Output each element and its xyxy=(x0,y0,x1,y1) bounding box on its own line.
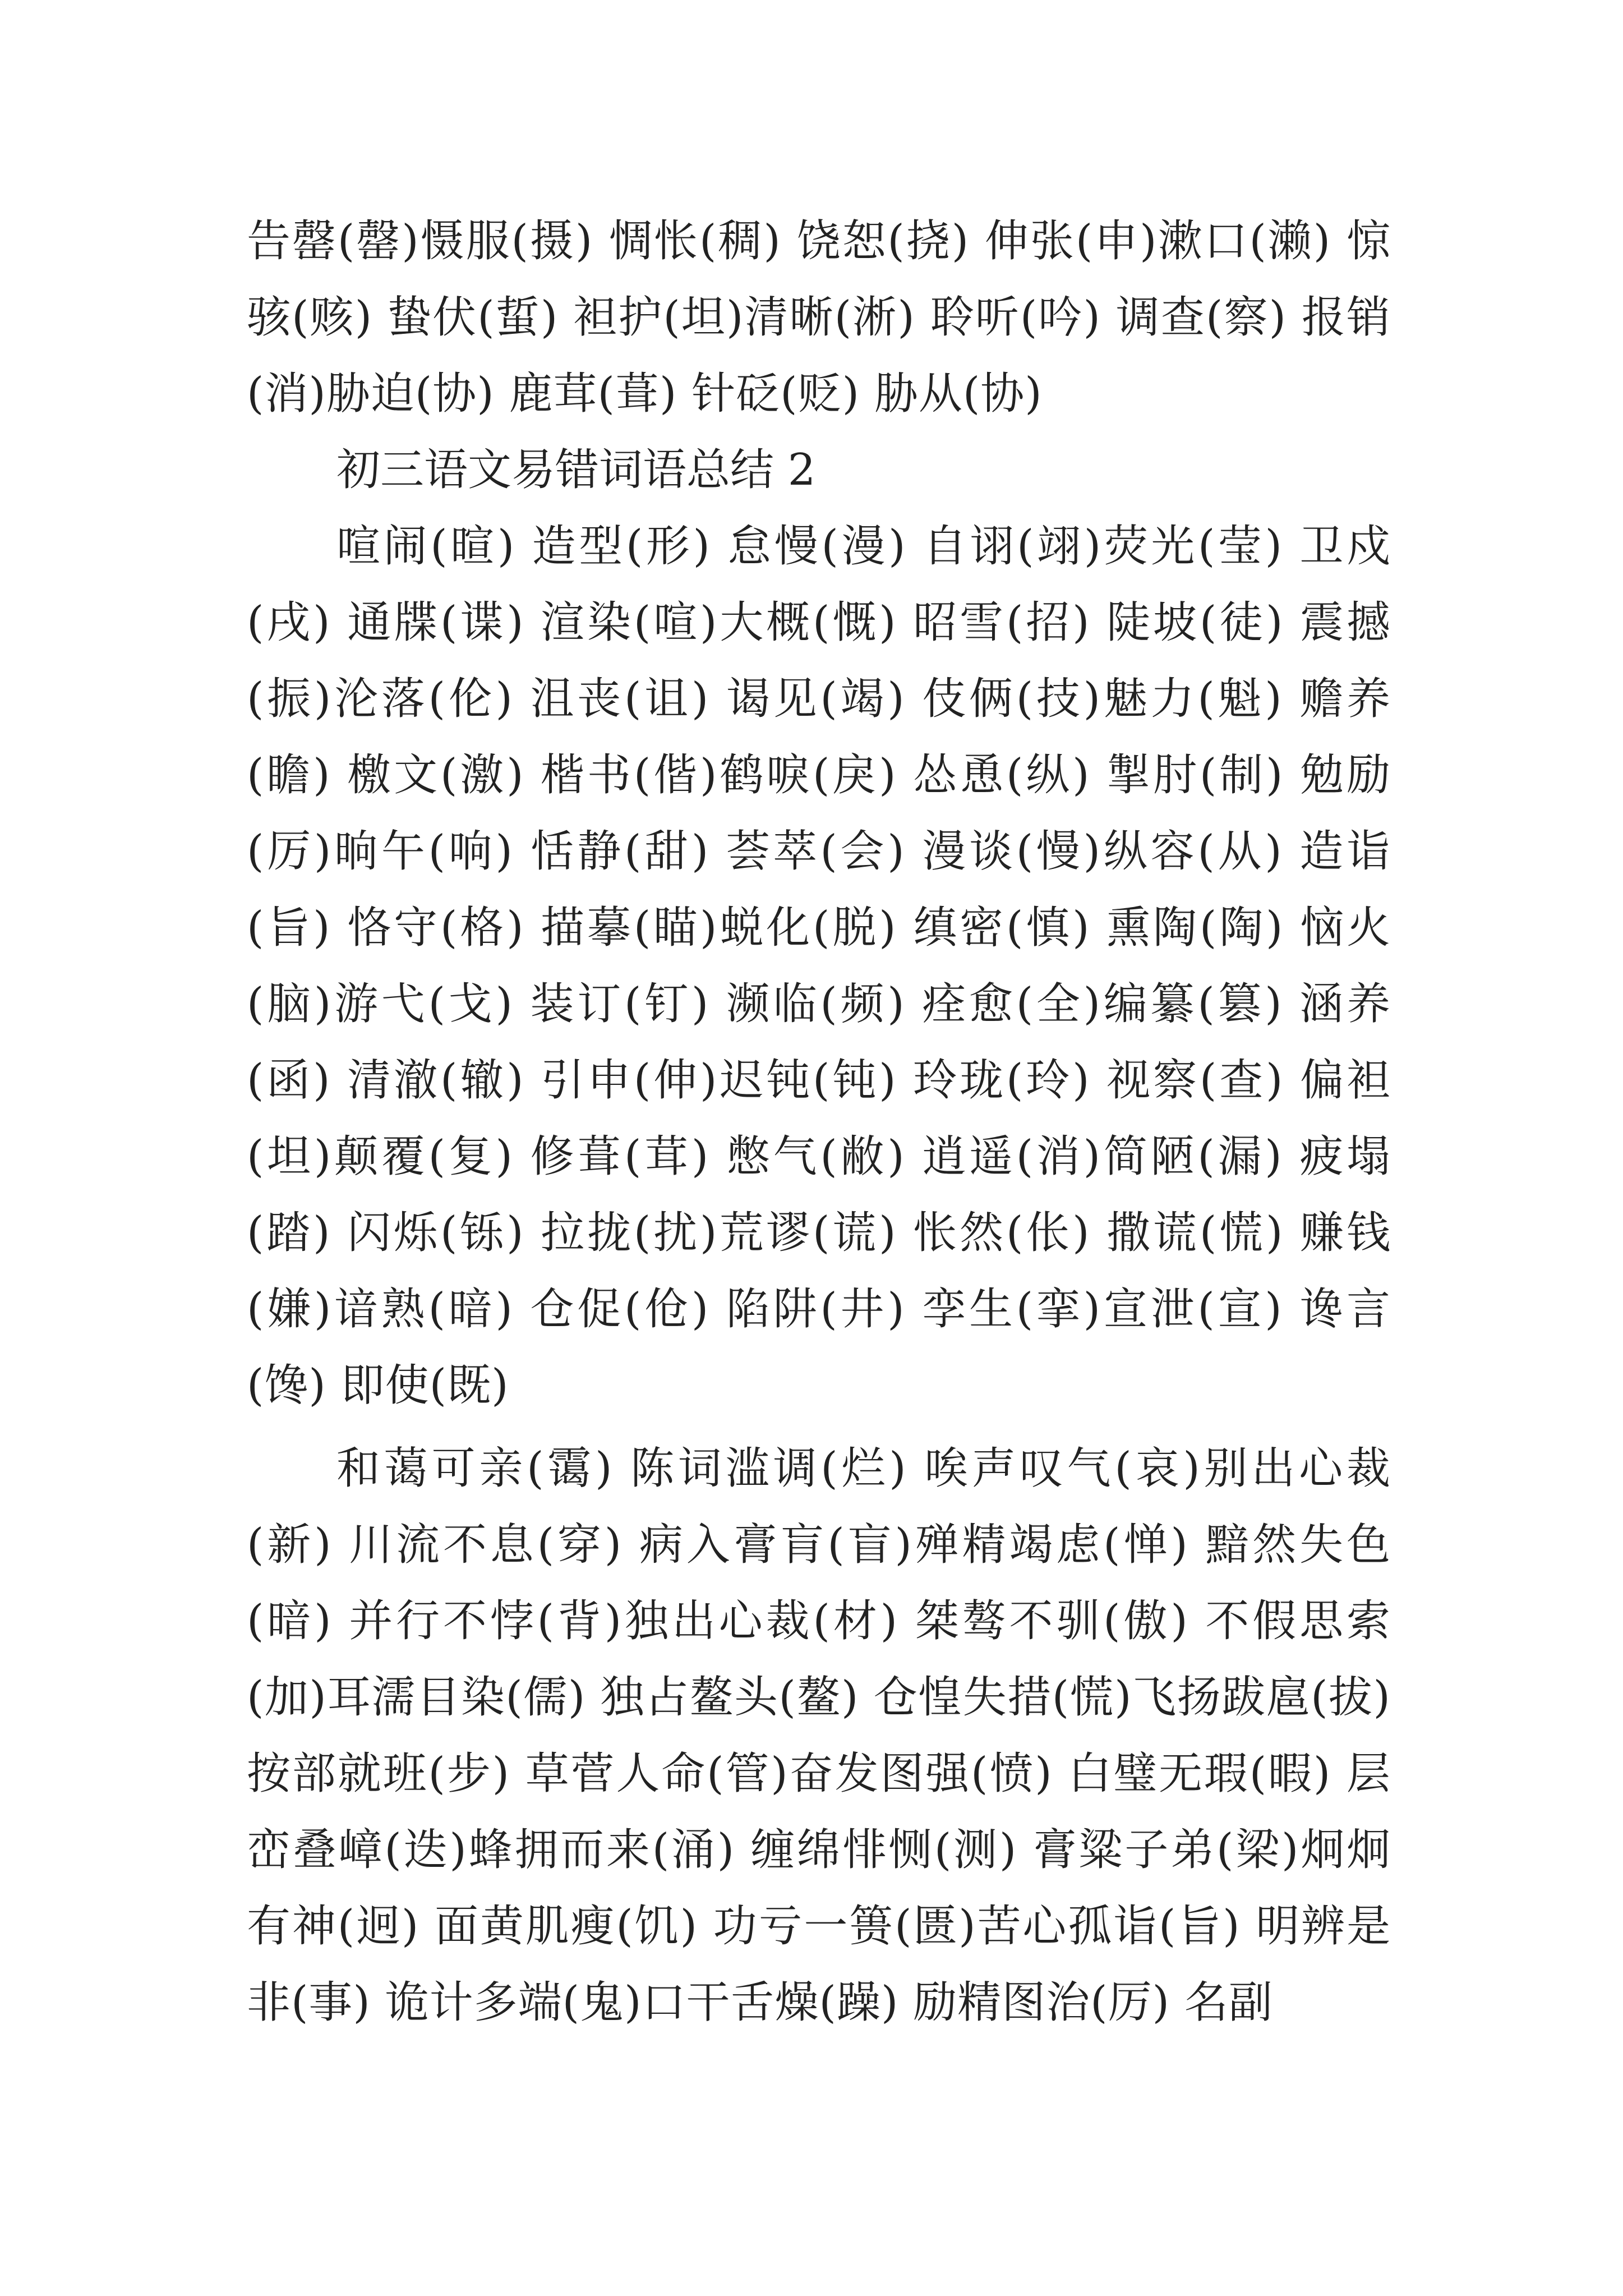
paragraph-word-list-2: 喧闹(暄) 造型(形) 怠慢(漫) 自诩(翊)荧光(莹) 卫戍(戌) 通牒(谍) 渲染(喧)大概(慨) 昭雪(招) 陡坡(徒) 震撼(振)沦落(伦) 沮丧(诅) 谒见(竭) 伎俩(技)魅力(魁) 赡养(瞻) 檄文(激) 楷书(偕)鹤唳(戾) 怂恿(纵) 掣肘(制) 勉励(厉)晌午(响) 恬静(甜) 荟萃(会) 漫谈(慢)纵容(从) 造诣(旨) 恪守(格) 描摹(瞄)蜕化(脱) 缜密(慎) 熏陶(陶) 恼火(脑)游弋(戈) 装订(钉) 濒临(频) 痊愈(全)编纂(篡) 涵养(函) 清澈(辙) 引申(伸)迟钝(钝) 玲珑(玲) 视察(查) 偏袒(坦)颠覆(复) 修葺(茸) 憋气(敝) 逍遥(消)简陋(漏) 疲塌(踏) 闪烁(铄) 拉拢(扰)荒谬(谎) 怅然(伥) 撒谎(慌) 赚钱(嫌)谙熟(暗) 仓促(伧) 陷阱(井) 孪生(挛)宣泄(宣) 谗言(馋) 即使(既) xyxy=(247,521,1391,1411)
paragraph-idiom-list: 和蔼可亲(霭) 陈词滥调(烂) 唉声叹气(哀)别出心裁(新) 川流不息(穿) 病入膏肓(盲)殚精竭虑(惮) 黯然失色(暗) 并行不悖(背)独出心裁(材) 桀骜不驯(傲) 不假思索(加)耳濡目染(儒) 独占鳌头(鳌) 仓惶失措(慌)飞扬跋扈(拔) 按部就班(步) 草菅人命(管)奋发图强(愤) 白璧无瑕(暇) 层峦叠嶂(迭)蜂拥而来(涌) 缠绵悱恻(测) 膏粱子弟(梁)炯炯有神(迥) 面黄肌瘦(饥) 功亏一篑(匮)苦心孤诣(旨) 明辨是非(事) 诡计多端(鬼)口干舌燥(躁) 励精图治(厉) 名副 xyxy=(247,1443,1391,2028)
paragraph-word-list-1: 告罄(罄)慑服(摄) 惆怅(稠) 饶恕(挠) 伸张(申)漱口(濑) 惊骇(赅) 蛰伏(蜇) 袒护(坦)清晰(淅) 聆听(吟) 调查(察) 报销(消)胁迫(协) 鹿茸(葺) 针砭(贬) 胁从(协) xyxy=(247,216,1391,419)
section-heading: 初三语文易错词语总结 2 xyxy=(336,445,816,495)
